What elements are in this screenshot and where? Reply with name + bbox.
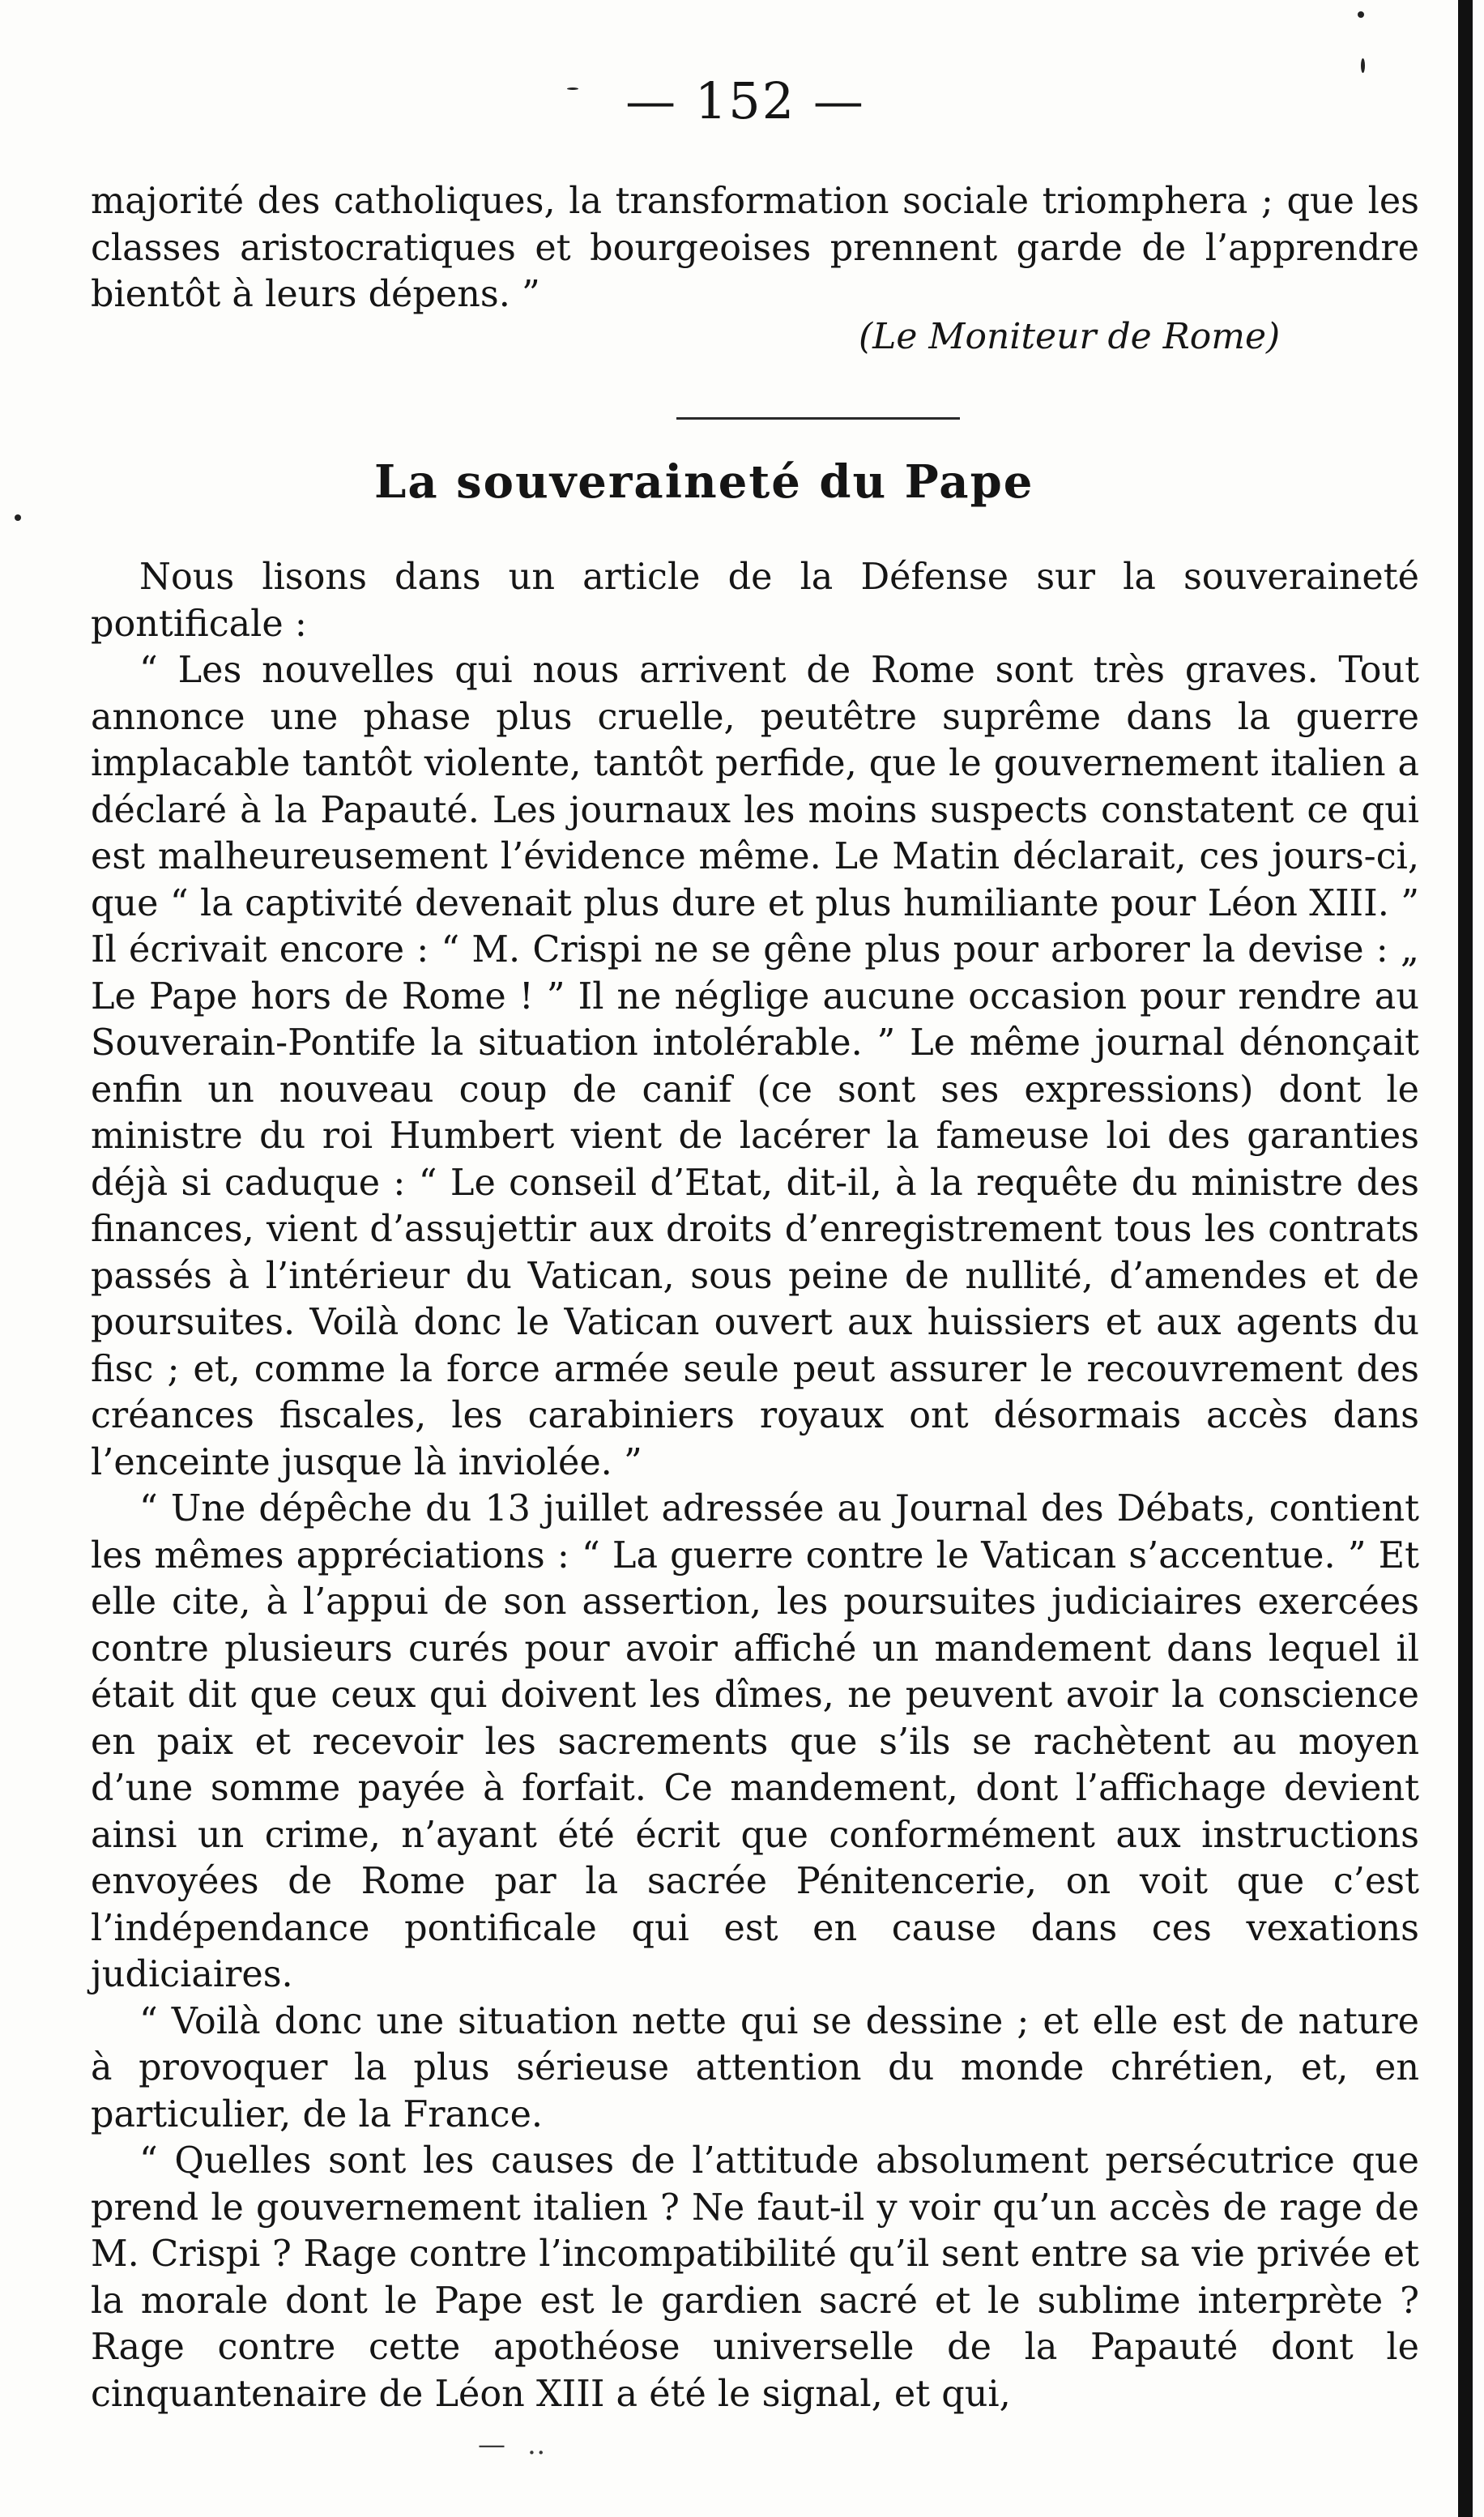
scan-speck (1361, 58, 1365, 73)
source-citation: (Le Moniteur de Rome) (859, 316, 1281, 357)
paragraph-3: “ Une dépêche du 13 juillet adressée au Journal des Débats, contient les mêmes appréciations : “ La guerre contre le Vatican s’accentue. ” Et elle cite, à l’appui de son assertion, les poursuites judiciaires exercées contre plusieurs curés pour avoir affiché un mandement dans lequel il était dit que ceux qui doivent les dîmes, ne peuvent avoir la conscience en paix et recevoir les sacrements que s’ils se rachètent au moyen d’une somme payée à forfait. Ce mandement, dont l’affichage devient ainsi un crime, n’ayant été écrit que conformément aux instructions envoyées de Rome par la sacrée Pénitencerie, on voit que c’est l’indépendance pontificale qui est en cause dans ces vexations judiciaires. (91, 1488, 1419, 1995)
paragraph-2: “ Les nouvelles qui nous arrivent de Rome sont très graves. Tout annonce une phase plus cruelle, peutêtre suprême dans la guerre implacable tantôt violente, tantôt perfide, que le gouvernement italien a déclaré à la Papauté. Les journaux les moins suspects constatent ce qui est malheureusement l’évidence même. Le Matin déclarait, ces jours-ci, que “ la captivité devenait plus dure et plus humiliante pour Léon XIII. ” Il écrivait encore : “ M. Crispi ne se gêne plus pour arborer la devise : „ Le Pape hors de Rome ! ” Il ne néglige aucune occasion pour rendre au Souverain-Pontife la situation intolérable. ” Le même journal dénonçait enfin un nouveau coup de canif (ce sont ses expressions) dont le ministre du roi Humbert vient de lacérer la fameuse loi des garanties déjà si caduque : “ Le conseil d’Etat, dit-il, à la requête du ministre des finances, vient d’assujettir aux droits d’enregistrement tous les contrats passés à l’intérieur du Vatican, sous peine de nullité, d’amendes et de poursuites. Voilà donc le Vatican ouvert aux huissiers et aux agents du fisc ; et, comme la force armée seule peut assurer le recouvrement des créances fiscales, les carabiniers royaux ont désormais accès dans l’enceinte jusque là inviolée. ” (91, 650, 1419, 1483)
scan-speck (1358, 11, 1364, 18)
section-divider (676, 417, 960, 420)
section-title: La souveraineté du Pape (374, 455, 1034, 509)
continued-paragraph (91, 178, 1419, 318)
scan-speck (567, 87, 578, 90)
bottom-print-mark: — ‥ (478, 2429, 552, 2461)
paragraph-5: “ Quelles sont les causes de l’attitude absolument persécutrice que prend le gouvernement italien ? Ne faut-il y voir qu’un accès de rage de M. Crispi ? Rage contre l’incompatibilité qu’il sent entre sa vie privée et la morale dont le Pape est le gardien sacré et le sublime interprète ? Rage contre cette apothéose universelle de la Papauté dont le cinquantenaire de Léon XIII a été le signal, et qui, (91, 2140, 1419, 2415)
paragraph-1: Nous lisons dans un article de la Défense sur la souveraineté pontificale : (91, 557, 1419, 645)
paragraph-4: “ Voilà donc une situation nette qui se dessine ; et elle est de nature à provoquer la plus sérieuse attention du monde chrétien, et, en particulier, de la France. (91, 2000, 1419, 2135)
article-body (91, 554, 1419, 2417)
continued-paragraph-text: majorité des catholiques, la transformation sociale triomphera ; que les classes aristocratiques et bourgeoises prennent garde de l’apprendre bientôt à leurs dépens. ” (91, 181, 1419, 315)
scan-speck (15, 514, 21, 521)
scan-edge-shadow (1458, 0, 1473, 2517)
page-number: — 152 — (625, 71, 865, 130)
